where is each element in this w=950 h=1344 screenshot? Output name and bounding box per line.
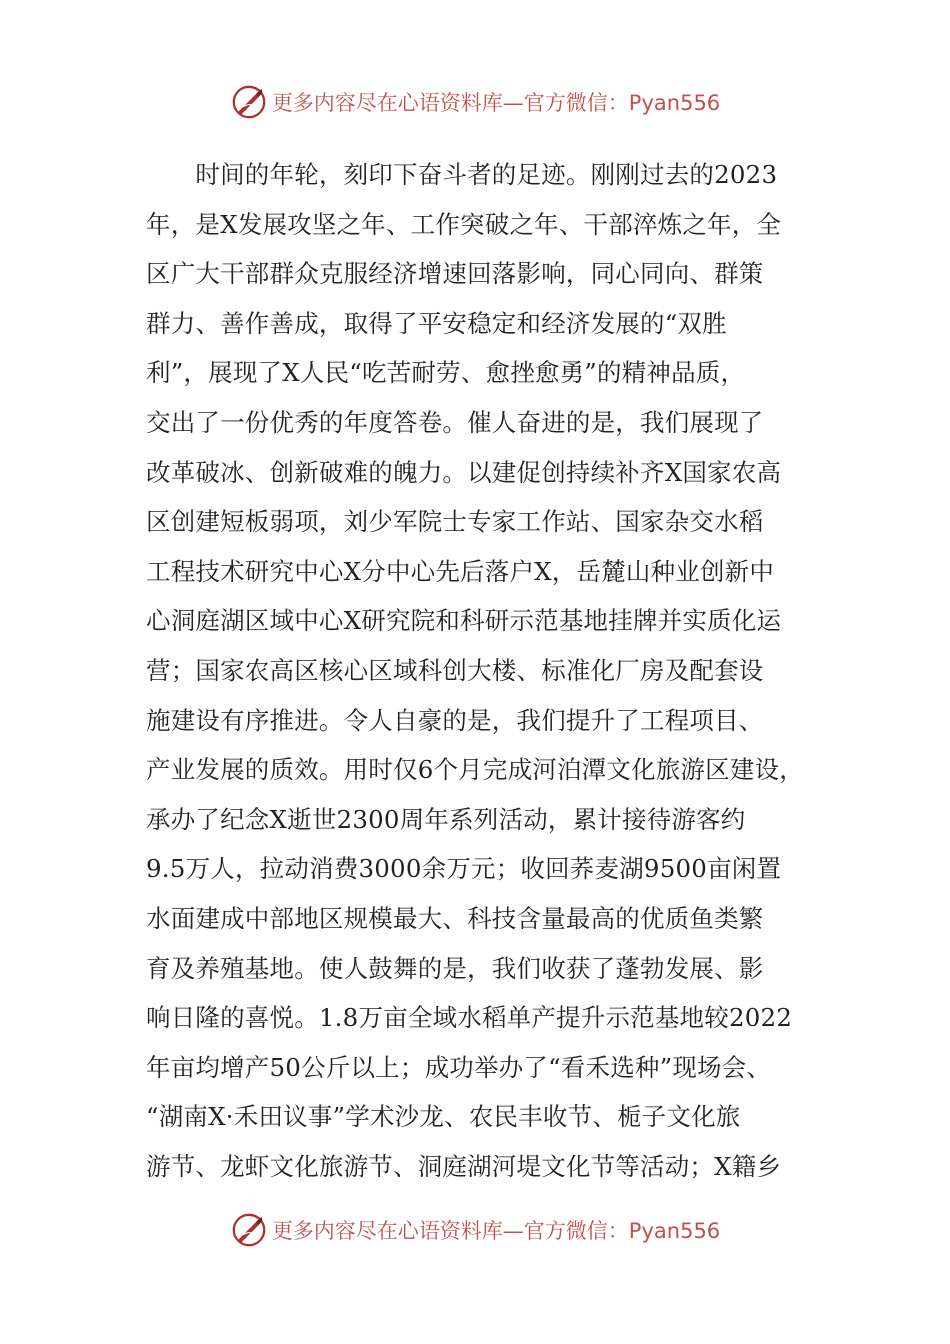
text-line: 年亩均增产50公斤以上；成功举办了“看禾选种”现场会、 (146, 1052, 772, 1082)
text-line: 区创建短板弱项，刘少军院士专家工作站、国家杂交水稻 (146, 507, 764, 537)
text-line: 交出了一份优秀的年度答卷。催人奋进的是，我们展现了 (146, 407, 764, 437)
pen-logo-icon (230, 83, 268, 121)
document-body (146, 150, 826, 1191)
text-line: 区广大干部群众克服经济增速回落影响，同心同向、群策 (146, 259, 764, 289)
text-line: 工程技术研究中心X分中心先后落户X，岳麓山种业创新中 (146, 556, 775, 586)
text-line: 响日隆的喜悦。1.8万亩全域水稻单产提升示范基地较2022 (146, 1003, 793, 1033)
footer-banner (0, 1210, 950, 1250)
promo-text: 更多内容尽在心语资料库—官方微信：Pyan556 (271, 1219, 721, 1243)
text-line: 施建设有序推进。令人自豪的是，我们提升了工程项目、 (146, 705, 764, 735)
text-line: “湖南X·禾田议事”学术沙龙、农民丰收节、栀子文化旅 (146, 1102, 741, 1132)
text-line: 时间的年轮，刻印下奋斗者的足迹。刚刚过去的2023 (146, 160, 778, 189)
text-line: 产业发展的质效。用时仅6个月完成河泊潭文化旅游区建设， (146, 755, 804, 785)
promo-text: 更多内容尽在心语资料库—官方微信：Pyan556 (271, 91, 721, 115)
header-banner (0, 82, 950, 122)
text-line: 游节、龙虾文化旅游节、洞庭湖河堤文化节等活动；X籍乡 (146, 1151, 782, 1181)
text-line: 利”，展现了X人民“吃苦耐劳、愈挫愈勇”的精神品质， (146, 358, 746, 388)
text-line: 承办了纪念X逝世2300周年系列活动，累计接待游客约 (146, 804, 746, 834)
text-line: 改革破冰、创新破难的魄力。以建促创持续补齐X国家农高 (146, 457, 782, 487)
text-line: 育及养殖基地。使人鼓舞的是，我们收获了蓬勃发展、影 (146, 953, 764, 983)
text-line: 水面建成中部地区规模最大、科技含量最高的优质鱼类繁 (146, 903, 764, 933)
text-line: 营；国家农高区核心区域科创大楼、标准化厂房及配套设 (146, 655, 764, 685)
text-line: 年，是X发展攻坚之年、工作突破之年、干部淬炼之年，全 (146, 209, 782, 239)
text-line: 群力、善作善成，取得了平安稳定和经济发展的“双胜 (146, 308, 727, 338)
pen-logo-icon (230, 1211, 268, 1249)
text-line: 心洞庭湖区域中心X研究院和科研示范基地挂牌并实质化运 (146, 606, 782, 636)
text-line: 9.5万人，拉动消费3000余万元；收回荞麦湖9500亩闲置 (146, 854, 782, 884)
